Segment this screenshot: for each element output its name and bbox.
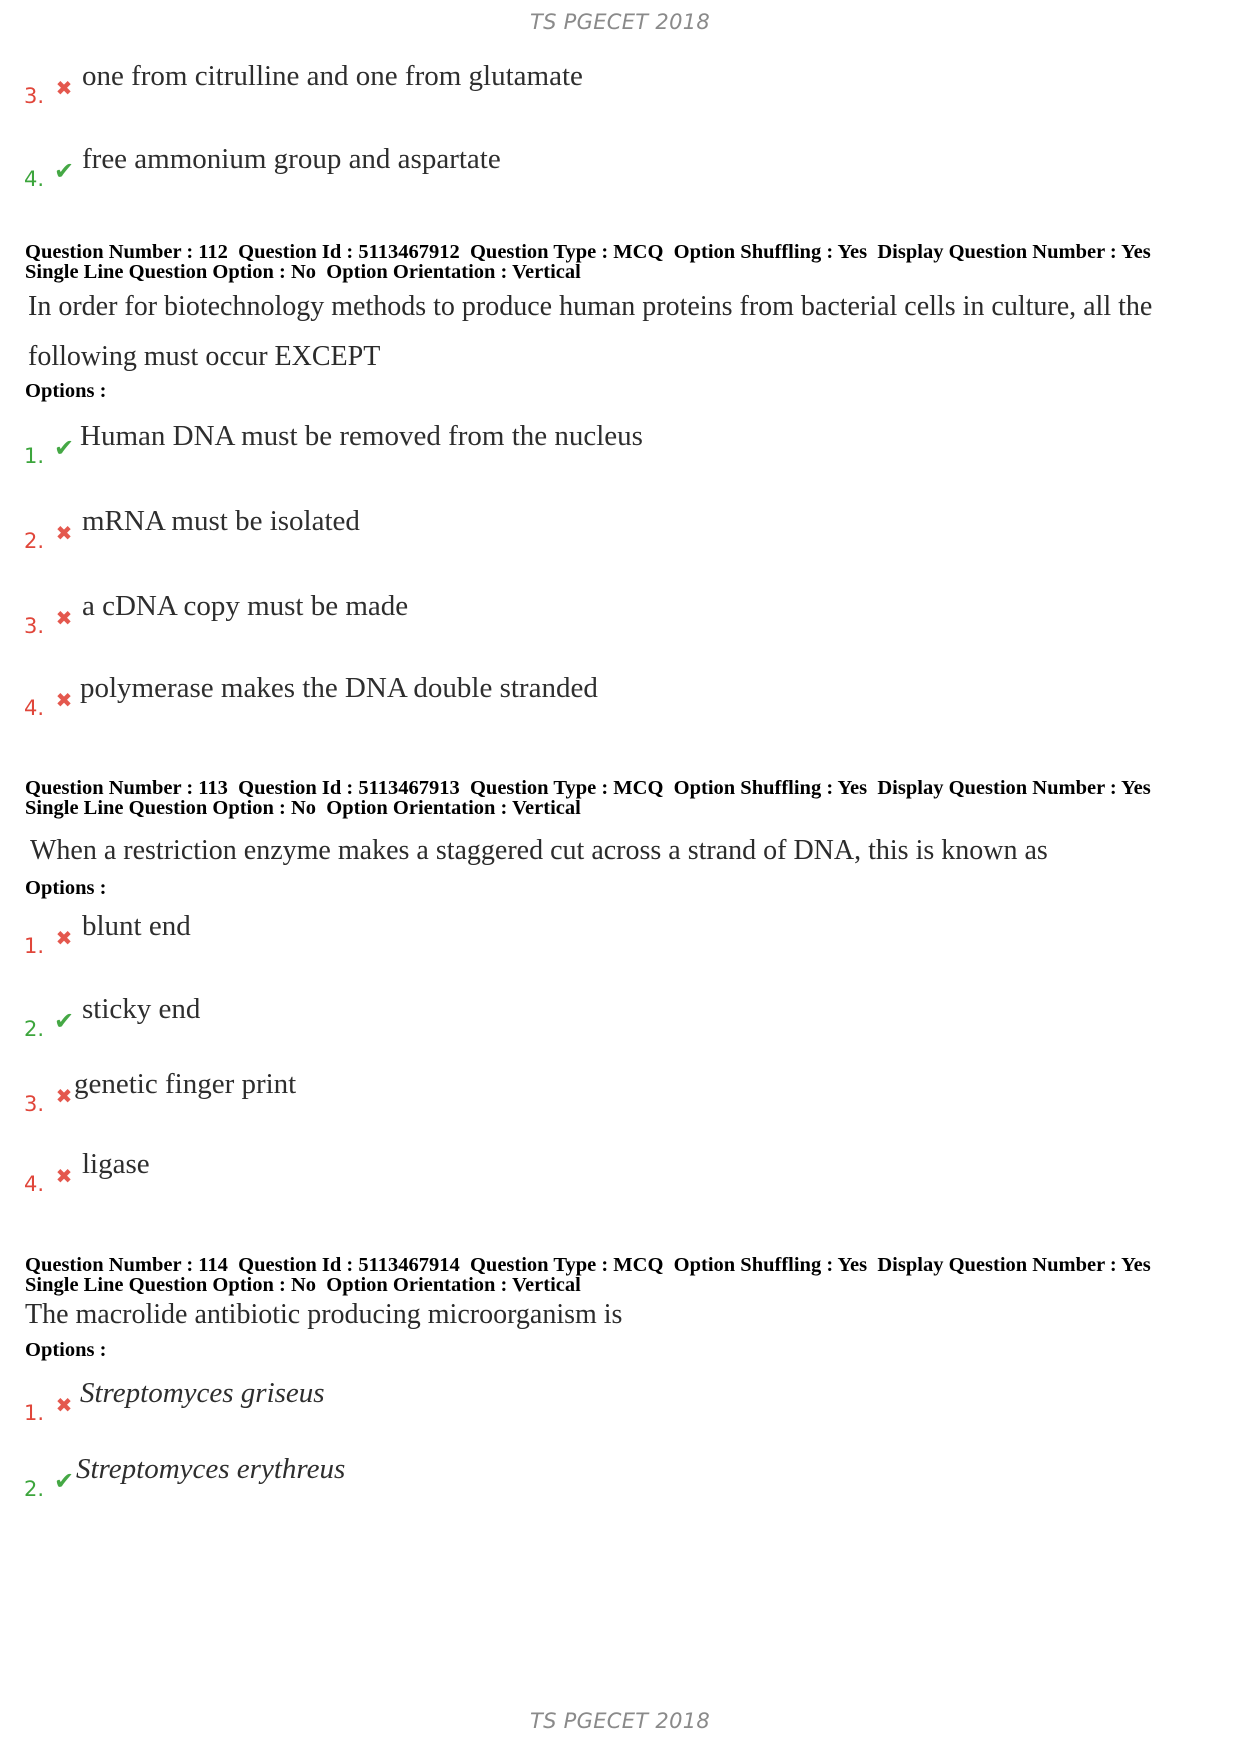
option-number: 4. xyxy=(24,696,45,720)
option-row xyxy=(0,672,1240,732)
options-label: Options : xyxy=(25,1339,107,1361)
question-meta-line: Question Number : 112 Question Id : 5113467912 Question Type : MCQ Option Shuffling : Yes Display Question Number : Yes xyxy=(25,241,1151,263)
incorrect-cross-icon: ✖ xyxy=(55,1164,73,1188)
option-row xyxy=(0,590,1240,650)
question-meta-line: Single Line Question Option : No Option Orientation : Vertical xyxy=(25,1274,581,1296)
option-text: a cDNA copy must be made xyxy=(82,590,409,622)
option-row xyxy=(0,60,1240,120)
option-row xyxy=(0,1068,1240,1128)
option-text: ligase xyxy=(82,1148,150,1180)
correct-check-icon: ✔ xyxy=(53,157,75,185)
option-number: 3. xyxy=(24,1092,45,1116)
option-text: one from citrulline and one from glutamate xyxy=(82,60,583,92)
option-row xyxy=(0,910,1240,970)
page-header: TS PGECET 2018 xyxy=(529,10,711,34)
option-row xyxy=(0,1453,1240,1513)
option-text: blunt end xyxy=(82,910,191,942)
correct-check-icon: ✔ xyxy=(53,1007,75,1035)
correct-check-icon: ✔ xyxy=(53,1467,75,1495)
option-number: 3. xyxy=(24,84,45,108)
option-number: 2. xyxy=(24,1477,45,1501)
option-number: 1. xyxy=(24,934,45,958)
option-number: 2. xyxy=(24,529,45,553)
option-text: Human DNA must be removed from the nucleus xyxy=(80,420,643,452)
incorrect-cross-icon: ✖ xyxy=(55,1084,73,1108)
option-text: mRNA must be isolated xyxy=(82,505,360,537)
option-number: 4. xyxy=(24,167,45,191)
correct-check-icon: ✔ xyxy=(53,434,75,462)
question-text: When a restriction enzyme makes a staggered cut across a strand of DNA, this is known as xyxy=(30,835,1048,866)
question-meta-line: Question Number : 113 Question Id : 5113467913 Question Type : MCQ Option Shuffling : Yes Display Question Number : Yes xyxy=(25,777,1151,799)
question-meta-line: Question Number : 114 Question Id : 5113467914 Question Type : MCQ Option Shuffling : Yes Display Question Number : Yes xyxy=(25,1254,1151,1276)
option-text: polymerase makes the DNA double stranded xyxy=(80,672,598,704)
option-row xyxy=(0,1377,1240,1437)
option-row xyxy=(0,505,1240,565)
incorrect-cross-icon: ✖ xyxy=(55,76,73,100)
options-label: Options : xyxy=(25,877,107,899)
question-text: The macrolide antibiotic producing microorganism is xyxy=(25,1299,623,1330)
option-text: sticky end xyxy=(82,993,201,1025)
incorrect-cross-icon: ✖ xyxy=(55,606,73,630)
option-row xyxy=(0,143,1240,203)
options-label: Options : xyxy=(25,380,107,402)
option-row xyxy=(0,1148,1240,1208)
question-meta-line: Single Line Question Option : No Option Orientation : Vertical xyxy=(25,261,581,283)
page-footer: TS PGECET 2018 xyxy=(529,1709,711,1733)
option-text: Streptomyces erythreus xyxy=(76,1453,346,1485)
incorrect-cross-icon: ✖ xyxy=(55,1393,73,1417)
question-meta-line: Single Line Question Option : No Option Orientation : Vertical xyxy=(25,797,581,819)
option-text: genetic finger print xyxy=(74,1068,297,1100)
option-text: free ammonium group and aspartate xyxy=(82,143,501,175)
option-number: 3. xyxy=(24,614,45,638)
option-text: Streptomyces griseus xyxy=(80,1377,325,1409)
option-number: 1. xyxy=(24,1401,45,1425)
incorrect-cross-icon: ✖ xyxy=(55,926,73,950)
option-row xyxy=(0,993,1240,1053)
incorrect-cross-icon: ✖ xyxy=(55,521,73,545)
option-number: 1. xyxy=(24,444,45,468)
question-text: In order for biotechnology methods to produce human proteins from bacterial cells in culture, all the following must occur EXCEPT xyxy=(28,291,1153,372)
option-number: 2. xyxy=(24,1017,45,1041)
option-number: 4. xyxy=(24,1172,45,1196)
option-row xyxy=(0,420,1240,480)
incorrect-cross-icon: ✖ xyxy=(55,688,73,712)
